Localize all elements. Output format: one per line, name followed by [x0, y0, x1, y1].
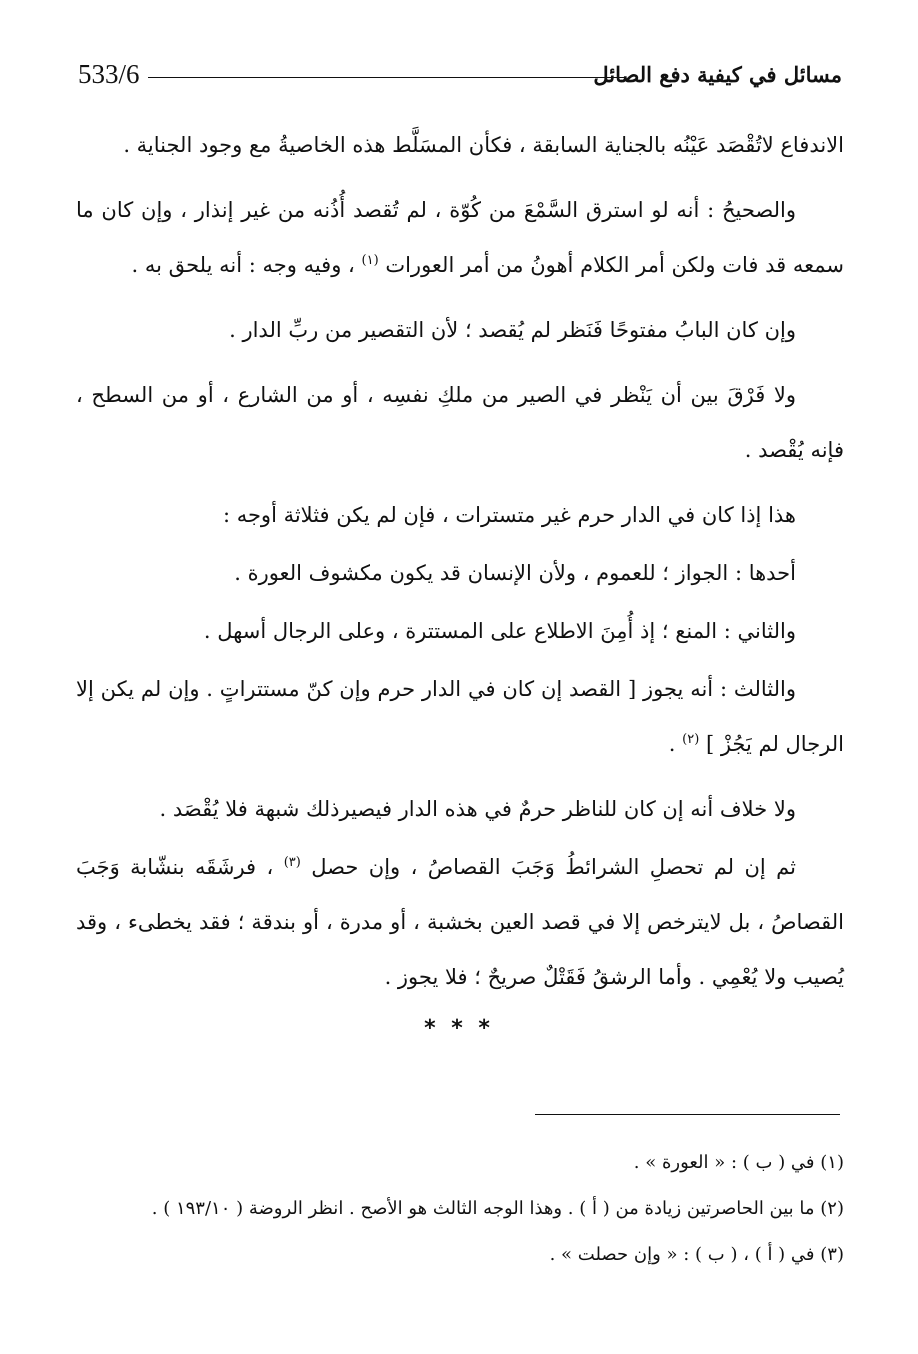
paragraph-text: الاندفاع لاتُقْصَد عَيْنُه بالجناية السابقة ، فكأن المسَلَّط هذه الخاصيةُ مع وجود الجناية .: [123, 133, 844, 157]
paragraph-text: ثم إن لم تحصلِ الشرائطُ وَجَبَ القصاصُ ، وإن حصل: [311, 855, 796, 879]
paragraph-text: أحدها : الجواز ؛ للعموم ، ولأن الإنسان قد يكون مكشوف العورة .: [234, 561, 796, 585]
paragraph-text: وإن كان البابُ مفتوحًا فَنَظر لم يُقصد ؛ لأن التقصير من ربِّ الدار .: [229, 318, 796, 342]
paragraph: [76, 604, 844, 659]
footnote: (٢) ما بين الحاصرتين زيادة من ( أ ) . وهذا الوجه الثالث هو الأصح . انظر الروضة ( ١٩٣/١٠ ) .: [151, 1198, 844, 1219]
paragraph: [76, 840, 844, 1005]
footnote-marker: (٣): [283, 855, 301, 870]
footnote-marker: (١): [361, 253, 379, 268]
running-title: مسائل في كيفية دفع الصائل: [593, 62, 842, 87]
paragraph-text: ، فرشَقَه بنشّابة وَجَبَ القصاصُ ، بل لايترخص إلا في قصد العين بخشبة ، أو مدرة ، أو بندقة ؛ فقد يخطىء ، وقد يُصيب ولا يُعْمِي . وأما الرشقُ فَقَتْلٌ صريحٌ ؛ فلا يجوز .: [76, 855, 844, 989]
paragraph: [76, 782, 844, 837]
footnote: (١) في ( ب ) : « العورة » .: [633, 1152, 844, 1173]
paragraph: [76, 118, 844, 173]
paragraph-text: ولا خلاف أنه إن كان للناظر حرمٌ في هذه الدار فيصيرذلك شبهة فلا يُقْصَد .: [159, 797, 796, 821]
paragraph: [76, 546, 844, 601]
header-rule: [148, 77, 626, 78]
paragraph: [76, 303, 844, 358]
section-separator: * * *: [424, 1016, 494, 1041]
paragraph-text: .: [668, 732, 676, 756]
paragraph: [76, 368, 844, 478]
paragraph-text: ولا فَرْقَ بين أن يَنْظر في الصير من ملكِ نفسِه ، أو من الشارع ، أو من السطح ، فإنه يُقْصد .: [76, 383, 844, 462]
footnote-rule: [535, 1114, 840, 1115]
footnote-marker: (٢): [682, 732, 700, 747]
paragraph-text: والثالث : أنه يجوز [ القصد إن كان في الدار حرم وإن كنّ مستتراتٍ . وإن لم يكن إلا الرجال لم يَجُزْ ]: [76, 677, 844, 756]
paragraph: [76, 662, 844, 772]
paragraph-text: والصحيحُ : أنه لو استرق السَّمْعَ من كُوّة ، لم تُقصد أُذُنه من غير إنذار ، وإن كان ما سمعه قد فات ولكن أمر الكلام أهونُ من أمر العورات: [76, 198, 844, 277]
main-text: [76, 118, 844, 1015]
footnote: (٣) في ( أ ) ، ( ب ) : « وإن حصلت » .: [549, 1244, 844, 1265]
paragraph: [76, 183, 844, 293]
paragraph-text: والثاني : المنع ؛ إذ أُمِنَ الاطلاع على المستترة ، وعلى الرجال أسهل .: [203, 619, 796, 643]
paragraph: [76, 488, 844, 543]
page-number: 533/6: [78, 59, 140, 89]
footnotes: [76, 1140, 844, 1278]
paragraph-text: ، وفيه وجه : أنه يلحق به .: [131, 253, 355, 277]
paragraph-text: هذا إذا كان في الدار حرم غير متسترات ، فإن لم يكن فثلاثة أوجه :: [222, 503, 796, 527]
page-header: [78, 56, 842, 96]
